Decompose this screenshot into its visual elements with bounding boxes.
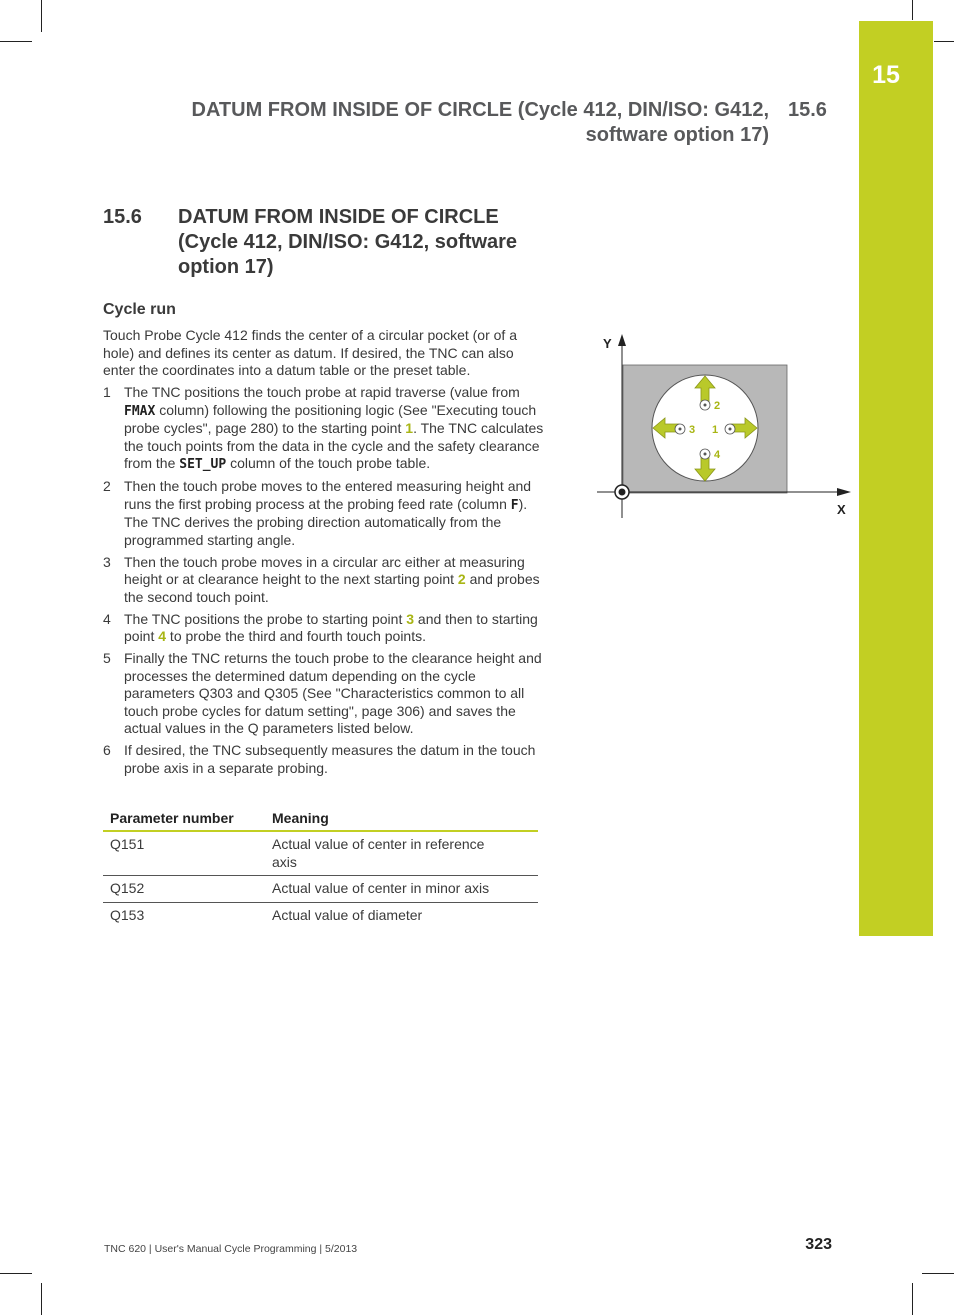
table-cell: Q152: [103, 876, 265, 903]
x-axis-label: X: [837, 502, 846, 517]
list-item: [103, 478, 545, 549]
step-text: ). The TNC derives the probing direction automatically from the programmed starting angle.: [124, 495, 528, 548]
point-ref: 4: [158, 628, 167, 645]
running-header-title: [192, 98, 770, 148]
code-fmax: FMAX: [124, 403, 156, 419]
crop-mark: [912, 1283, 913, 1315]
step-number: 4: [103, 610, 111, 627]
crop-mark: [41, 0, 42, 32]
code-f: F: [510, 497, 519, 513]
list-item: [103, 554, 545, 607]
crop-mark: [912, 0, 913, 20]
list-item: [103, 742, 545, 777]
column-header: Meaning: [265, 806, 538, 831]
step-text: column) following the positioning logic (See "Executing touch probe cycles", page 280) to the starting point: [124, 401, 537, 437]
touch-point-dot-icon: [729, 428, 732, 431]
touch-point-dot-icon: [704, 404, 707, 407]
crop-mark: [0, 41, 32, 42]
step-text: The TNC positions the probe to starting point: [124, 610, 407, 627]
section-title-line3: option 17): [178, 256, 274, 278]
table-cell: Q151: [103, 831, 265, 876]
step-text: Finally the TNC returns the touch probe to the clearance height and processes the determined datum depending on the cycle parameters Q303 and Q305 (See "Characteristics common to all touch probe cycles for datum setting", page 306) and saves the actual values in the Q parameters listed below.: [124, 650, 542, 737]
step-text: to probe the third and fourth touch points.: [166, 628, 426, 645]
list-item: [103, 611, 545, 646]
running-header-line1: DATUM FROM INSIDE OF CIRCLE (Cycle 412, DIN/ISO: G412,: [191, 99, 769, 121]
point-label-3: 3: [689, 424, 696, 436]
running-header-line2: software option 17): [585, 124, 769, 146]
y-axis-label: Y: [603, 336, 612, 351]
table-cell: [265, 831, 538, 876]
section-title-line1: DATUM FROM INSIDE OF CIRCLE: [178, 206, 499, 228]
section-title-line2: (Cycle 412, DIN/ISO: G412, software: [178, 231, 518, 253]
step-text: . The TNC calculates the touch points from the data in the cycle and the safety clearance from the: [124, 420, 544, 472]
point-label-1: 1: [712, 424, 719, 436]
point-label-4: 4: [714, 449, 721, 461]
table-row: [103, 831, 538, 876]
running-header-section-number: 15.6: [788, 99, 827, 121]
table-cell: Q153: [110, 906, 145, 923]
page-number: 323: [805, 1236, 832, 1253]
point-label-2: 2: [714, 400, 721, 412]
table-row: [103, 902, 538, 928]
touch-point-dot-icon: [679, 428, 682, 431]
step-text: and then to starting point: [124, 610, 538, 645]
step-number: 3: [103, 553, 111, 570]
parameter-table: [103, 806, 538, 928]
crop-mark: [0, 1273, 32, 1274]
chapter-tab: [859, 21, 933, 936]
code-set-up: SET_UP: [179, 457, 227, 473]
step-text: and probes the second touch point.: [124, 571, 540, 605]
chapter-number: 15: [872, 61, 900, 89]
subsection-heading: Cycle run: [103, 301, 176, 318]
section-number: 15.6: [103, 206, 142, 228]
step-text: The TNC positions the touch probe at rapid traverse (value from: [124, 384, 520, 400]
point-ref: 3: [406, 610, 415, 627]
step-text: Then the touch probe moves to the entered measuring height and runs the first probing process at the probing feed rate (column: [124, 478, 532, 512]
step-number: 1: [103, 384, 111, 400]
point-ref: 1: [405, 420, 414, 437]
table-header-row: [103, 806, 538, 831]
column-header: Parameter number: [103, 806, 265, 831]
step-text: If desired, the TNC subsequently measures the datum in the touch probe axis in a separate probing.: [124, 742, 536, 776]
datum-center-icon: [619, 489, 626, 496]
probing-diagram: [583, 330, 858, 520]
x-axis-arrow-icon: [837, 488, 851, 496]
footer-text: TNC 620 | User's Manual Cycle Programming | 5/2013: [104, 1243, 358, 1255]
step-number: 5: [103, 650, 111, 667]
list-item: [103, 650, 545, 738]
section-title: [178, 205, 558, 280]
crop-mark: [934, 41, 954, 42]
y-axis-arrow-icon: [618, 334, 626, 346]
touch-point-dot-icon: [704, 453, 707, 456]
step-number: 2: [103, 478, 111, 495]
crop-mark: [922, 1273, 954, 1274]
table-row: [103, 876, 538, 903]
table-cell: Actual value of diameter: [272, 906, 423, 923]
step-text: Then the touch probe moves in a circular arc either at measuring height or at clearance height to the next starting point: [124, 553, 525, 588]
point-ref: 2: [457, 571, 466, 588]
step-number: 6: [103, 742, 111, 759]
table-cell: Actual value of center in minor axis: [265, 876, 538, 903]
step-list: [103, 384, 545, 782]
list-item: [103, 384, 545, 474]
crop-mark: [41, 1283, 42, 1315]
intro-paragraph: Touch Probe Cycle 412 finds the center of a circular pocket (or of a hole) and defines its center as datum. If desired, the TNC can also enter the coordinates into a datum table or the preset table.: [103, 327, 517, 379]
step-text: column of the touch probe table.: [226, 455, 431, 472]
table-cell-text: Actual value of center in reference axis: [272, 836, 485, 870]
